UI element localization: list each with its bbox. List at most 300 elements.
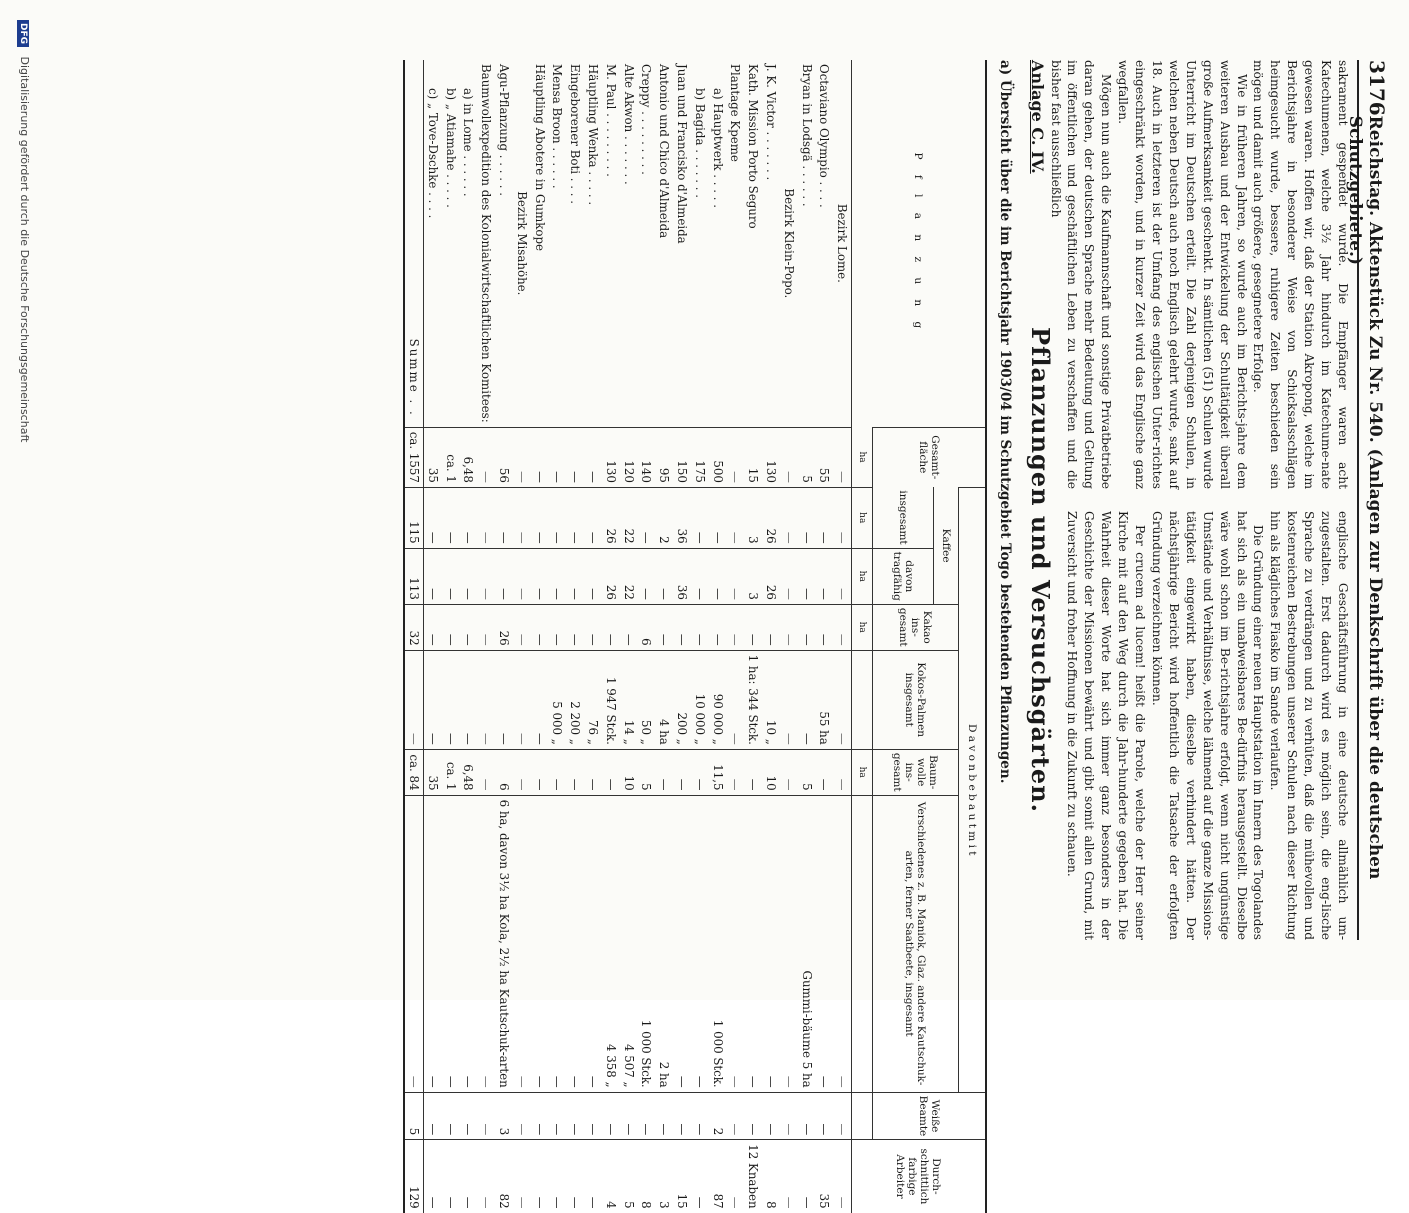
plantation-name: Kath. Mission Porto Seguro (746, 64, 761, 229)
table-cell: — (442, 1092, 460, 1140)
table-cell: 130 (602, 427, 620, 487)
table-cell: 5 (620, 1140, 638, 1213)
table-cell: 76 „ (584, 650, 602, 749)
table-cell: 26 (602, 548, 620, 604)
table-cell: 8 (762, 1140, 780, 1213)
table-cell (726, 1140, 744, 1213)
table-cell: — (798, 548, 816, 604)
table-cell: — (459, 487, 477, 548)
table-cell: 15 (744, 427, 762, 487)
table-cell: — (584, 487, 602, 548)
paragraph: englische Geschäftsführung in eine deutsche allmählich um-zugestalten. Erst dadurch wird es möglich sein, die eng-lische Sprache zu verdrängen und zu verhüten, daß die mühevollen und kostenreichen Bestrebungen unserer Schulen nach dieser Richtung hin als klägliches Fiasko im Sande verlaufen. (1268, 511, 1350, 940)
intro-column-left (1048, 60, 1351, 489)
table-cell: — (637, 487, 655, 548)
table-cell: — (423, 548, 441, 604)
table-cell: — (566, 487, 584, 548)
table-row (459, 60, 477, 1213)
table-row (655, 60, 673, 1213)
table-cell: 26 (762, 548, 780, 604)
table-cell: — (459, 1092, 477, 1140)
table-cell: — (423, 650, 441, 749)
table-row (620, 60, 638, 1213)
table-cell (780, 1092, 798, 1140)
plantation-name: Juan und Francisko d'Almeida (674, 64, 689, 244)
table-cell (726, 1092, 744, 1140)
table-cell: ca. 1 (442, 427, 460, 487)
table-cell: 115 (404, 487, 423, 548)
plantation-name: J. K. Victor . . . . . . . (763, 64, 778, 181)
table-cell: — (815, 487, 833, 548)
table-cell: — (691, 1140, 709, 1213)
table-cell: — (762, 795, 780, 1092)
table-row (531, 60, 549, 1213)
table-row (726, 60, 744, 1213)
table-cell: 14 „ (620, 650, 638, 749)
table-cell: — (655, 1092, 673, 1140)
table-cell: — (673, 1092, 691, 1140)
table-cell: — (815, 795, 833, 1092)
table-row (495, 60, 513, 1213)
plantation-name: Alte Akwon . . . . . . . (621, 64, 636, 185)
table-cell (726, 427, 744, 487)
table-cell: — (531, 487, 549, 548)
table-row (798, 60, 816, 1213)
table-row (709, 60, 727, 1213)
table-cell (780, 795, 798, 1092)
table-cell: — (709, 487, 727, 548)
table-cell: 200 „ (673, 650, 691, 749)
table-cell: 55 ha (815, 650, 833, 749)
table-cell: 130 (762, 427, 780, 487)
plantation-name: Häuptling Abotere in Gumkope (532, 64, 547, 252)
table-cell: 4 ha (655, 650, 673, 749)
table-cell: — (548, 427, 566, 487)
plantation-name: Eingeborener Boti . . . . (568, 64, 583, 205)
table-cell: — (584, 1092, 602, 1140)
table-cell (513, 749, 531, 795)
table-cell (833, 487, 851, 548)
table-cell: 95 (655, 427, 673, 487)
table-cell: 129 (404, 1140, 423, 1213)
table-cell (477, 1140, 495, 1213)
table-row (637, 60, 655, 1213)
table-cell (833, 650, 851, 749)
table-body (404, 60, 851, 1213)
col-header-workers: Durch-schnittlich farbige Arbeiter (852, 1140, 987, 1213)
table-cell: 5 (404, 1092, 423, 1140)
table-cell: 1 ha: 344 Stck. (744, 650, 762, 749)
plantation-name: a) Hauptwerk . . . . . (710, 88, 725, 208)
digitization-text: Digitalisierung gefördert durch die Deutsche Forschungsgemeinschaft (18, 56, 31, 443)
table-cell: — (815, 1092, 833, 1140)
table-cell: 10 (762, 749, 780, 795)
table-cell: — (566, 604, 584, 650)
table-cell (833, 548, 851, 604)
table-cell (726, 604, 744, 650)
table-cell: 56 (495, 427, 513, 487)
dfg-logo-icon: DFG (17, 20, 29, 47)
table-row (548, 60, 566, 1213)
col-header-plantation: P f l a n z u n g (852, 60, 987, 427)
table-cell: — (673, 795, 691, 1092)
table-cell: — (691, 548, 709, 604)
plantation-name: Octaviano Olympio . . . . (817, 64, 832, 208)
table-cell: — (744, 795, 762, 1092)
table-cell: 4 (602, 1140, 620, 1213)
plantation-name: a) in Lome . . . . . . (461, 88, 476, 197)
plantation-name: Bezirk Klein-Popo. (781, 188, 796, 299)
intro-column-right (1059, 511, 1351, 940)
table-cell: 6 (495, 749, 513, 795)
table-cell (477, 650, 495, 749)
table-row (442, 60, 460, 1213)
table-cell: — (442, 650, 460, 749)
table-cell (513, 1092, 531, 1140)
table-cell (404, 650, 423, 749)
table-cell: — (495, 650, 513, 749)
table-cell (513, 548, 531, 604)
table-cell (477, 427, 495, 487)
table-cell: — (602, 604, 620, 650)
district-row (477, 60, 495, 1213)
table-cell (780, 427, 798, 487)
table-cell: 5 (637, 749, 655, 795)
district-row (780, 60, 798, 1213)
table-cell (477, 795, 495, 1092)
table-cell (477, 604, 495, 650)
table-cell: — (798, 1140, 816, 1213)
table-cell (780, 487, 798, 548)
table-cell: 15 (673, 1140, 691, 1213)
table-cell: 35 (423, 427, 441, 487)
table-cell: — (798, 604, 816, 650)
table-cell: — (548, 795, 566, 1092)
paragraph: Per crucem ad lucem! heißt die Parole, welche der Herr seiner Kirche mit auf den Weg durch die Jahr-hunderte gegeben hat. Die Wahrheit dieser Worte hat sich immer ganz besonders in der Geschichte der Missionen bewährt und gibt somit allen Grund, mit Zuversicht und froher Hoffnung in die Zukunft zu schauen. (1065, 511, 1148, 940)
table-cell: 87 (709, 1140, 727, 1213)
table-row (815, 60, 833, 1213)
table-cell: — (548, 548, 566, 604)
plantation-name: Bezirk Lome. (835, 203, 850, 283)
table-cell: — (602, 1092, 620, 1140)
table-cell: 10 000 „ (691, 650, 709, 749)
page-title: Reichstag. Aktenstück Zu Nr. 540. (Anlagen zur Denkschrift über die deutschen Schutzgebiete.) (1345, 115, 1385, 880)
table-cell: 6 (637, 604, 655, 650)
plantation-name: Antonio und Chico d'Almeida (657, 64, 672, 239)
table-cell: ca. 1 (442, 749, 460, 795)
table-cell: — (798, 650, 816, 749)
table-cell: — (423, 1092, 441, 1140)
plantation-name: Baumwollexpedition des Kolonialwirtschaftlichen Komitees: (479, 64, 494, 423)
table-cell: — (566, 749, 584, 795)
table-cell: 50 „ (637, 650, 655, 749)
plantation-name: Agu-Pflanzung . . . . . . (496, 64, 511, 197)
table-cell: — (423, 604, 441, 650)
table-cell (726, 795, 744, 1092)
table-cell: — (531, 604, 549, 650)
digitization-note (17, 20, 31, 980)
table-cell: 140 (637, 427, 655, 487)
table-cell: — (655, 604, 673, 650)
table-cell: — (709, 604, 727, 650)
table-cell: — (442, 795, 460, 1092)
page-header (1345, 60, 1389, 940)
table-cell: 36 (673, 548, 691, 604)
table-cell: — (495, 487, 513, 548)
table-row (744, 60, 762, 1213)
plantation-name: Summe . . (404, 60, 423, 427)
table-row (691, 60, 709, 1213)
table-cell: 11,5 (709, 749, 727, 795)
table-cell: ca. 84 (404, 749, 423, 795)
table-cell: 12 Knaben (744, 1140, 762, 1213)
table-cell: — (798, 487, 816, 548)
district-row (833, 60, 851, 1213)
table-cell: 10 „ (762, 650, 780, 749)
table-cell: — (423, 1140, 441, 1213)
table-cell: 2 ha (655, 795, 673, 1092)
table-cell (833, 795, 851, 1092)
table-cell: 3 (655, 1140, 673, 1213)
table-cell: — (744, 1092, 762, 1140)
sum-row (404, 60, 423, 1213)
table-cell: — (442, 604, 460, 650)
table-cell: — (691, 487, 709, 548)
table-cell (833, 1140, 851, 1213)
plantation-name: Häuptling Wenka . . . . . (585, 64, 600, 206)
table-row (602, 60, 620, 1213)
table-cell: 5 000 „ (548, 650, 566, 749)
table-cell: 3 (744, 548, 762, 604)
table-cell: — (744, 749, 762, 795)
table-cell (477, 487, 495, 548)
table-cell: — (691, 795, 709, 1092)
table-cell: — (673, 604, 691, 650)
table-cell: 26 (602, 487, 620, 548)
table-cell: 1 000 Stck. (709, 795, 727, 1092)
table-cell (477, 749, 495, 795)
table-cell (513, 1140, 531, 1213)
table-cell: 120 (620, 427, 638, 487)
table-cell (726, 650, 744, 749)
table-cell (780, 548, 798, 604)
table-cell: — (584, 795, 602, 1092)
table-cell: — (566, 548, 584, 604)
table-cell: — (637, 548, 655, 604)
table-cell: — (566, 795, 584, 1092)
plantation-name: Bryan in Lodsgä . . . . . . (799, 64, 814, 207)
table-cell: — (584, 1140, 602, 1213)
table-cell: 175 (691, 427, 709, 487)
paragraph: Wie in früheren Jahren, so wurde auch im Berichts-jahre dem weiteren Ausbau und der Entwickelung der Schultätigkeit überall große Aufmerksamkeit geschenkt. In sämtlichen (51) Schulen wurde Unterricht im Deutschen erteilt. Die Zahl derjenigen Schulen, in welchen neben Deutsch auch noch Englisch gelehrt wurde, sank auf 18. Auch in letzteren ist der Umfang des englischen Unter-richtes eingeschränkt worden, und in kurzer Zeit wird das Englische ganz wegfallen. (1116, 60, 1249, 489)
table-cell: 500 (709, 427, 727, 487)
table-cell (780, 1140, 798, 1213)
table-cell: 2 200 „ (566, 650, 584, 749)
table-cell: — (548, 604, 566, 650)
col-header-cocoa: Kakao ins-gesamt (873, 604, 959, 650)
appendix-label: Anlage C. IV. (1028, 60, 1047, 174)
table-cell: — (459, 548, 477, 604)
intro-text (1048, 60, 1351, 940)
unit-label: ha (852, 604, 873, 650)
plantation-name: b) „ Atiamahe . . . . . (443, 88, 458, 208)
table-cell: — (584, 604, 602, 650)
table-cell: — (584, 548, 602, 604)
table-cell (780, 604, 798, 650)
table-cell: 26 (762, 487, 780, 548)
table-cell: — (531, 548, 549, 604)
table-cell: — (815, 604, 833, 650)
paragraph: Die Gründung einer neuen Hauptstation im Innern des Togolandes hat sich als ein unabweisbares Be-dürfnis herausgestellt. Dieselbe wäre wohl schon im Be-richtsjahre erfolgt, wenn nicht ungünstige Umstände und Verhältnisse, welche lähmend auf die ganze Missions-tätigkeit eingewirkt haben, dieselbe verhindert hätten. Der nächstjährige Bericht wird hoffentlich die Tatsache der erfolgten Gründung verzeichnen können. (1150, 511, 1266, 940)
table-cell: — (655, 548, 673, 604)
table-cell: ca. 1557 (404, 427, 423, 487)
table-cell: — (442, 548, 460, 604)
table-cell: — (531, 749, 549, 795)
table-cell (726, 548, 744, 604)
table-cell: 26 (495, 604, 513, 650)
plantation-name: c) „ Tove-Dschke . . . . (425, 88, 440, 219)
plantation-name: Plantage Kpeme (728, 64, 743, 162)
table-row (584, 60, 602, 1213)
table-cell: — (531, 795, 549, 1092)
table-cell: 55 (815, 427, 833, 487)
table-cell: 35 (815, 1140, 833, 1213)
col-header-officials: Weiße Beamte (873, 1092, 987, 1140)
table-cell: — (423, 795, 441, 1092)
table-cell: 10 (620, 749, 638, 795)
table-cell: — (709, 548, 727, 604)
table-cell: — (459, 1140, 477, 1213)
table-cell: — (442, 1140, 460, 1213)
table-cell (404, 795, 423, 1092)
plantation-name: Creppy . . . . . . . . . (639, 64, 654, 175)
table-cell: — (531, 1140, 549, 1213)
table-cell: 1 000 Stck. (637, 795, 655, 1092)
table-cell (513, 487, 531, 548)
table-cell (477, 1092, 495, 1140)
table-cell (513, 604, 531, 650)
unit-label: ha (852, 749, 873, 795)
table-cell: — (459, 604, 477, 650)
table-cell: 150 (673, 427, 691, 487)
unit-label: ha (852, 548, 873, 604)
col-header-coffee-total: insgesamt (873, 487, 934, 548)
table-cell: 2 (655, 487, 673, 548)
table-cell: 82 (495, 1140, 513, 1213)
table-cell: 6,48 (459, 749, 477, 795)
table-cell: 6,48 (459, 427, 477, 487)
table-row (423, 60, 441, 1213)
table-cell: 32 (404, 604, 423, 650)
table-cell: 22 (620, 548, 638, 604)
table-cell (513, 650, 531, 749)
table-header (852, 60, 987, 1213)
table-cell: — (531, 1092, 549, 1140)
table-cell: — (423, 487, 441, 548)
table-cell: — (584, 749, 602, 795)
table-cell: — (459, 650, 477, 749)
table-cell: 4 358 „ (602, 795, 620, 1092)
district-row (513, 60, 531, 1213)
table-cell: — (691, 1092, 709, 1140)
col-header-coffee: Kaffee (934, 487, 959, 604)
table-row (762, 60, 780, 1213)
table-cell (833, 749, 851, 795)
col-header-cultivated-with: D a v o n b e b a u t m i t (959, 487, 987, 1092)
table-cell: — (620, 604, 638, 650)
plantation-name: Mensa Broon . . . . . . (550, 64, 565, 189)
page-content (59, 60, 1389, 1209)
table-row (673, 60, 691, 1213)
table-cell: — (637, 1092, 655, 1140)
table-cell: 36 (673, 487, 691, 548)
table-cell (833, 427, 851, 487)
table-cell (780, 749, 798, 795)
table-cell: 113 (404, 548, 423, 604)
table-cell: 35 (423, 749, 441, 795)
table-cell: — (531, 650, 549, 749)
table-cell (780, 650, 798, 749)
table-cell: — (691, 604, 709, 650)
table-cell: — (548, 1092, 566, 1140)
col-header-misc: Verschiedenes z. B. Maniok, Glaz. andere Kautschuk-arten, ferner Saatbeete, insgesamt (873, 795, 959, 1092)
table-cell: — (602, 749, 620, 795)
table-cell: — (531, 427, 549, 487)
table-cell: 5 (798, 749, 816, 795)
table-row (566, 60, 584, 1213)
table-cell: — (442, 487, 460, 548)
table-cell: — (762, 604, 780, 650)
table-cell: — (566, 1140, 584, 1213)
col-header-coconut: Kokos-Palmen insgesamt (873, 650, 959, 749)
table-cell: 1 947 Stck. (602, 650, 620, 749)
table-cell (833, 604, 851, 650)
table-cell: — (566, 1092, 584, 1140)
table-caption: a) Übersicht über die im Berichtsjahr 1903/04 im Schutzgebiet Togo bestehenden Pflanzungen. (997, 60, 1013, 784)
plantation-table (403, 60, 987, 1213)
table-cell (513, 795, 531, 1092)
table-cell: Gummi-bäume 5 ha (798, 795, 816, 1092)
table-cell: — (495, 548, 513, 604)
table-cell: — (655, 749, 673, 795)
table-cell: 6 ha, davon 3½ ha Kola, 2½ ha Kautschuk-arten (495, 795, 513, 1092)
table-cell: — (566, 427, 584, 487)
table-cell: — (744, 604, 762, 650)
table-cell: — (459, 795, 477, 1092)
table-cell: — (798, 1092, 816, 1140)
col-header-coffee-bearing: davon tragfähig (873, 548, 934, 604)
plantation-name: M. Paul . . . . . . . . . (603, 64, 618, 177)
table-cell: — (548, 487, 566, 548)
page-number: 3176 (1365, 60, 1389, 116)
table-cell (726, 487, 744, 548)
table-cell: — (815, 749, 833, 795)
table-cell: — (762, 1092, 780, 1140)
table-cell (513, 427, 531, 487)
table-cell: — (815, 548, 833, 604)
plantation-name: Bezirk Misahöhe. (514, 191, 529, 296)
table-cell: 5 (798, 427, 816, 487)
paragraph: sakrament gespendet wurde. Die Empfänger waren acht Katechumenen, welche 3½ Jahr hindurch im Katechume-nate gewesen waren. Hoffen wir, daß der Station Akropong, welche im Berichtsjahre in besonderer Weise von Schicksalsschlägen heimgesucht wurde, bessere, ruhigere Zeiten beschieden sein mögen und damit auch größere, gesegnetere Erfolge. (1251, 60, 1350, 489)
table-cell: — (620, 1092, 638, 1140)
paragraph: Mögen nun auch die Kaufmannschaft und sonstige Privatbetriebe daran gehen, der deutschen Sprache mehr Bedeutung und Geltung im öffentlichen und geschäftlichen Leben zu verschaffen und die bisher fast ausschließlich (1048, 60, 1114, 489)
plantation-name: b) Bagida . . . . . . . (692, 88, 707, 199)
table-cell (833, 1092, 851, 1140)
table-cell: — (584, 427, 602, 487)
col-header-cotton: Baum-wolle ins-gesamt (873, 749, 959, 795)
table-cell: 90 000 „ (709, 650, 727, 749)
table-cell: — (548, 1140, 566, 1213)
table-cell: — (548, 749, 566, 795)
